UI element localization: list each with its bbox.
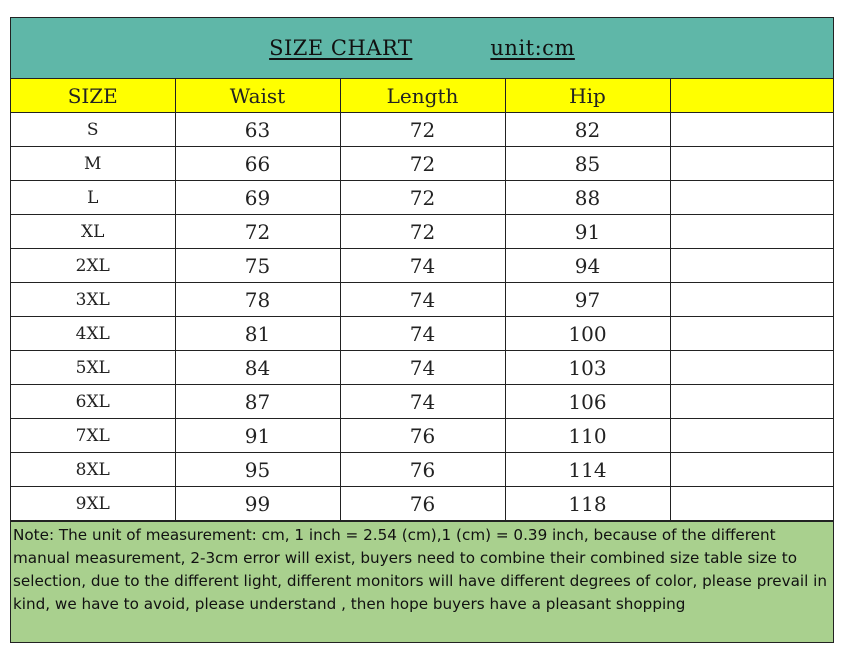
value-cell: 99: [175, 487, 340, 521]
value-cell: 78: [175, 283, 340, 317]
note-text: Note: The unit of measurement: cm, 1 inch = 2.54 (cm),1 (cm) = 0.39 inch, because of the different manual measurement, 2-3cm error will exist, buyers need to combine their combined size table size to selection, due to the different light, different monitors will have different degrees of color, please prevail in kind, we have to avoid, please understand , then hope buyers have a pleasant shopping: [11, 521, 833, 642]
size-cell: 8XL: [11, 453, 175, 487]
value-cell: [670, 215, 833, 249]
value-cell: 76: [340, 419, 505, 453]
table-body: [11, 113, 833, 521]
value-cell: 74: [340, 385, 505, 419]
value-cell: 100: [505, 317, 670, 351]
column-header: Hip: [505, 79, 670, 113]
value-cell: 81: [175, 317, 340, 351]
value-cell: 72: [340, 147, 505, 181]
unit-label: unit:cm: [490, 36, 575, 60]
size-cell: M: [11, 147, 175, 181]
header-row: [11, 79, 833, 113]
size-cell: 2XL: [11, 249, 175, 283]
value-cell: 72: [340, 113, 505, 147]
value-cell: 82: [505, 113, 670, 147]
value-cell: 74: [340, 249, 505, 283]
table-row: [11, 453, 833, 487]
title-bar: [11, 18, 833, 79]
value-cell: [670, 113, 833, 147]
value-cell: [670, 283, 833, 317]
table-row: [11, 147, 833, 181]
column-header: Length: [340, 79, 505, 113]
size-cell: 4XL: [11, 317, 175, 351]
table-row: [11, 419, 833, 453]
value-cell: 110: [505, 419, 670, 453]
size-table: [11, 79, 833, 521]
value-cell: [670, 147, 833, 181]
value-cell: 75: [175, 249, 340, 283]
value-cell: [670, 317, 833, 351]
size-cell: S: [11, 113, 175, 147]
value-cell: 72: [175, 215, 340, 249]
chart-title: SIZE CHART: [269, 36, 413, 60]
value-cell: 114: [505, 453, 670, 487]
value-cell: 118: [505, 487, 670, 521]
size-cell: 7XL: [11, 419, 175, 453]
size-cell: 6XL: [11, 385, 175, 419]
value-cell: 106: [505, 385, 670, 419]
value-cell: [670, 181, 833, 215]
table-row: [11, 215, 833, 249]
size-cell: L: [11, 181, 175, 215]
size-cell: 9XL: [11, 487, 175, 521]
value-cell: [670, 487, 833, 521]
value-cell: 69: [175, 181, 340, 215]
table-row: [11, 283, 833, 317]
table-row: [11, 487, 833, 521]
size-cell: XL: [11, 215, 175, 249]
value-cell: 76: [340, 453, 505, 487]
value-cell: [670, 351, 833, 385]
table-row: [11, 181, 833, 215]
value-cell: 72: [340, 215, 505, 249]
value-cell: 95: [175, 453, 340, 487]
value-cell: 103: [505, 351, 670, 385]
value-cell: 91: [505, 215, 670, 249]
value-cell: 85: [505, 147, 670, 181]
value-cell: 84: [175, 351, 340, 385]
value-cell: 76: [340, 487, 505, 521]
value-cell: 74: [340, 351, 505, 385]
value-cell: [670, 385, 833, 419]
value-cell: 66: [175, 147, 340, 181]
table-row: [11, 385, 833, 419]
value-cell: 87: [175, 385, 340, 419]
value-cell: 74: [340, 283, 505, 317]
value-cell: 97: [505, 283, 670, 317]
table-row: [11, 317, 833, 351]
value-cell: [670, 453, 833, 487]
table-row: [11, 113, 833, 147]
value-cell: 63: [175, 113, 340, 147]
value-cell: [670, 249, 833, 283]
value-cell: [670, 419, 833, 453]
value-cell: 74: [340, 317, 505, 351]
value-cell: 94: [505, 249, 670, 283]
size-cell: 3XL: [11, 283, 175, 317]
column-header: Waist: [175, 79, 340, 113]
column-header: SIZE: [11, 79, 175, 113]
size-chart: [10, 17, 834, 643]
value-cell: 72: [340, 181, 505, 215]
value-cell: 88: [505, 181, 670, 215]
table-row: [11, 249, 833, 283]
size-cell: 5XL: [11, 351, 175, 385]
table-row: [11, 351, 833, 385]
column-header: [670, 79, 833, 113]
value-cell: 91: [175, 419, 340, 453]
